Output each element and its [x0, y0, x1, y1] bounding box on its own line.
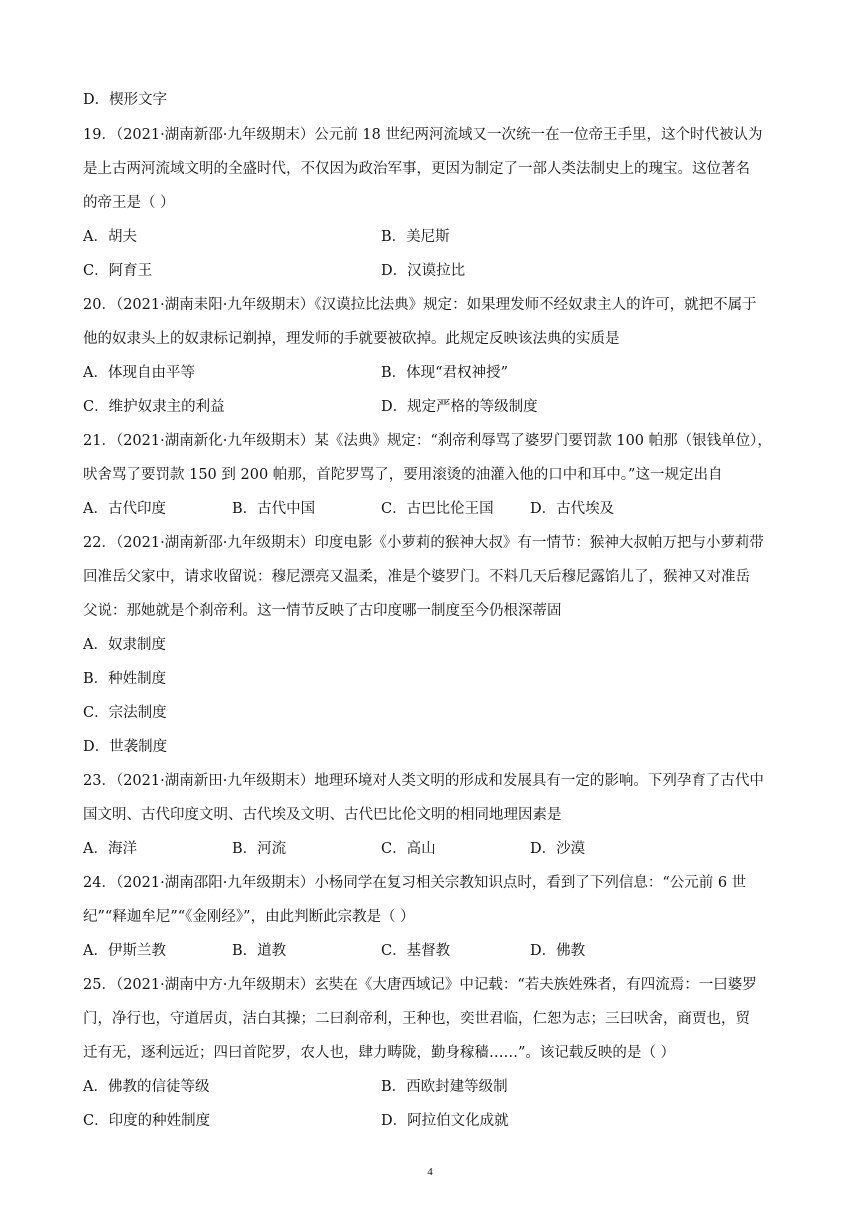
q22-option-d[interactable]: D．世袭制度: [83, 739, 168, 755]
q19-option-d[interactable]: D．汉谟拉比: [381, 263, 466, 279]
question-19-line-1: 19．（2021·湖南新邵·九年级期末）公元前 18 世纪两河流域又一次统一在一位帝王手里，这个时代被认为: [83, 127, 763, 143]
page-number: 4: [427, 1166, 433, 1178]
question-21-line-2: 吠舍骂了要罚款 150 到 200 帕那，首陀罗骂了，要用滚烫的油灌入他的口中和耳中。”这一规定出自: [83, 467, 723, 483]
q24-option-b[interactable]: B．道教: [232, 943, 287, 959]
question-25-line-2: 门，净行也，守道居贞，洁白其操；二曰刹帝利，王种也，奕世君临，仁恕为志；三曰吠舍，商贾也，贸: [83, 1011, 750, 1027]
question-25-line-1: 25．（2021·湖南中方·九年级期末）玄奘在《大唐西域记》中记载：“若夫族姓殊者，有四流焉：一曰婆罗: [83, 977, 757, 993]
question-19-line-3: 的帝王是（ ）: [83, 195, 175, 211]
q23-option-b[interactable]: B．河流: [232, 841, 287, 857]
q25-option-c[interactable]: C．印度的种姓制度: [83, 1113, 211, 1129]
question-23-line-2: 国文明、古代印度文明、古代埃及文明、古代巴比伦文明的相同地理因素是: [83, 807, 562, 823]
q22-option-a[interactable]: A．奴隶制度: [83, 637, 166, 653]
q24-option-d[interactable]: D．佛教: [530, 943, 586, 959]
q20-option-d[interactable]: D．规定严格的等级制度: [381, 399, 538, 415]
q23-option-a[interactable]: A．海洋: [83, 841, 137, 857]
q19-option-b[interactable]: B．美尼斯: [381, 229, 450, 245]
q21-option-a[interactable]: A．古代印度: [83, 501, 166, 517]
question-21-line-1: 21．（2021·湖南新化·九年级期末）某《法典》规定：“刹帝利辱骂了婆罗门要罚款 100 帕那（银钱单位），: [83, 433, 772, 449]
q25-option-b[interactable]: B．西欧封建等级制: [381, 1079, 508, 1095]
question-24-line-1: 24．（2021·湖南邵阳·九年级期末）小杨同学在复习相关宗教知识点时，看到了下列信息：“公元前 6 世: [83, 875, 747, 891]
question-25-line-3: 迁有无，逐利远近；四曰首陀罗，农人也，肆力畴陇，勤身稼穑……”。该记载反映的是（ ）: [83, 1045, 676, 1061]
q20-option-b[interactable]: B．体现“君权神授”: [381, 365, 508, 381]
question-20-line-1: 20．（2021·湖南耒阳·九年级期末）《汉谟拉比法典》规定：如果理发师不经奴隶主人的许可，就把不属于: [83, 297, 757, 313]
question-22-line-2: 回准岳父家中，请求收留说：穆尼漂亮又温柔，准是个婆罗门。不料几天后穆尼露馅儿了，猴神又对准岳: [83, 569, 750, 585]
q19-option-a[interactable]: A．胡夫: [83, 229, 137, 245]
q25-option-d[interactable]: D．阿拉伯文化成就: [381, 1113, 509, 1129]
q25-option-a[interactable]: A．佛教的信徒等级: [83, 1079, 210, 1095]
q23-option-c[interactable]: C．高山: [381, 841, 436, 857]
question-22-line-3: 父说：那她就是个刹帝利。这一情节反映了古印度哪一制度至今仍根深蒂固: [83, 603, 562, 619]
q24-option-c[interactable]: C．基督教: [381, 943, 451, 959]
question-22-line-1: 22．（2021·湖南新邵·九年级期末）印度电影《小萝莉的猴神大叔》有一情节：猴神大叔帕万把与小萝莉带: [83, 535, 764, 551]
q21-option-d[interactable]: D．古代埃及: [530, 501, 615, 517]
question-19-line-2: 是上古两河流域文明的全盛时代，不仅因为政治军事，更因为制定了一部人类法制史上的瑰宝。这位著名: [83, 161, 750, 177]
q19-option-c[interactable]: C．阿育王: [83, 263, 153, 279]
q23-option-d[interactable]: D．沙漠: [530, 841, 586, 857]
q22-option-c[interactable]: C．宗法制度: [83, 705, 167, 721]
question-24-line-2: 纪”“释迦牟尼”“《金刚经》”，由此判断此宗教是（ ）: [83, 909, 415, 925]
q21-option-b[interactable]: B．古代中国: [232, 501, 316, 517]
q20-option-c[interactable]: C．维护奴隶主的利益: [83, 399, 225, 415]
q22-option-b[interactable]: B．种姓制度: [83, 671, 167, 687]
option-d-prev-question: D．楔形文字: [83, 92, 168, 108]
q20-option-a[interactable]: A．体现自由平等: [83, 365, 195, 381]
q21-option-c[interactable]: C．古巴比伦王国: [381, 501, 494, 517]
question-23-line-1: 23．（2021·湖南新田·九年级期末）地理环境对人类文明的形成和发展具有一定的影响。下列孕育了古代中: [83, 773, 764, 789]
q24-option-a[interactable]: A．伊斯兰教: [83, 943, 166, 959]
question-20-line-2: 他的奴隶头上的奴隶标记剃掉，理发师的手就要被砍掉。此规定反映该法典的实质是: [83, 331, 620, 347]
